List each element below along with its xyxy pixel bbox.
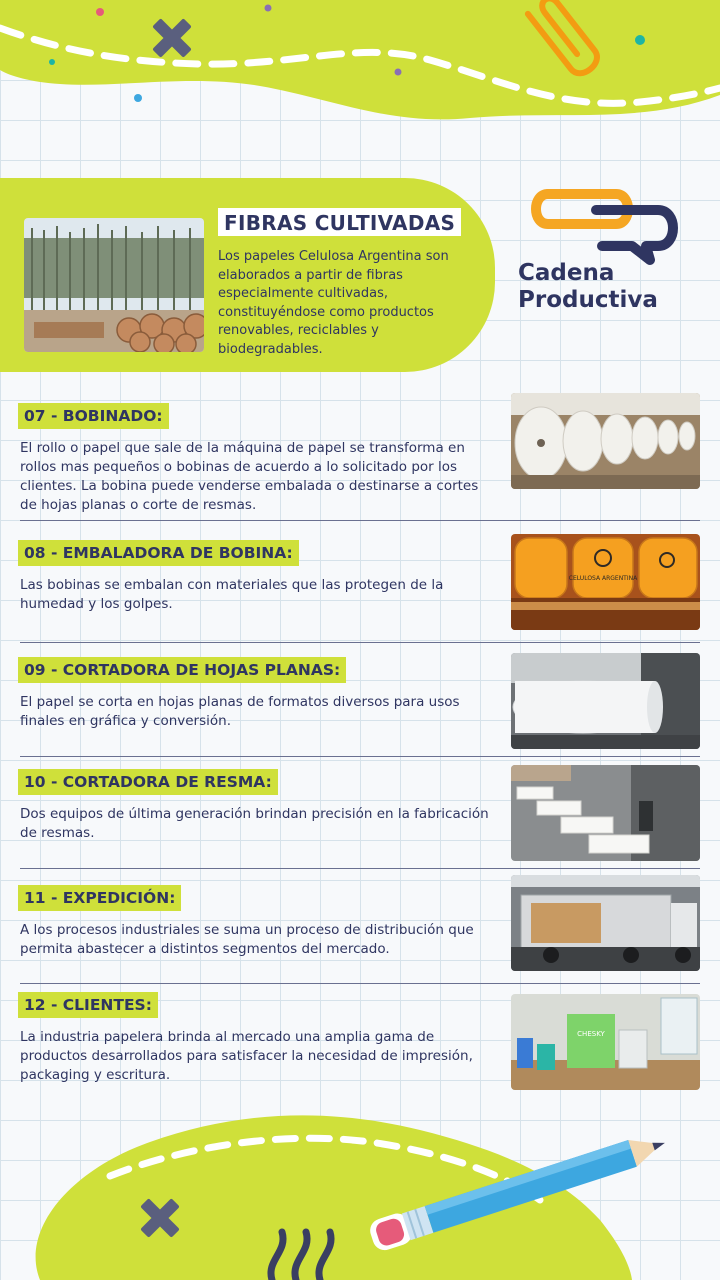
dot-icon	[395, 69, 402, 76]
sheet-cutter-photo	[511, 653, 700, 749]
intro-text: Los papeles Celulosa Argentina son elaborados a partir de fibras especialmente cultivadas, constituyéndose como productos renovables, reciclables y biodegradables.	[218, 249, 449, 357]
step-text: El rollo o papel que sale de la máquina de papel se transforma en rollos mas pequeños o bobinas de acuerdo a lo solicitado por los clientes. La bobina puede venderse embalada o destinarse a cortes de hojas planas o corte de resmas.	[20, 440, 479, 513]
divider	[20, 642, 700, 643]
divider	[20, 983, 700, 984]
paper-rolls-photo	[511, 393, 700, 489]
intro-title: FIBRAS CULTIVADAS	[218, 208, 461, 236]
product-brand-label: CHESKY	[577, 1030, 605, 1038]
step-text: La industria papelera brinda al mercado una amplia gama de productos desarrollados para satisfacer la necesidad de impresión, packaging y escritura.	[20, 1029, 473, 1083]
dot-icon	[265, 5, 272, 12]
cadena-productiva-logo	[518, 180, 688, 320]
bottom-decoration	[0, 1090, 720, 1280]
step-title: 07 - BOBINADO:	[18, 403, 169, 429]
divider	[20, 520, 700, 521]
step-title: 11 - EXPEDICIÓN:	[18, 885, 181, 911]
ream-cutter-photo	[511, 765, 700, 861]
speech-bubble-icon	[518, 180, 688, 270]
dot-icon	[49, 59, 55, 65]
divider	[20, 756, 700, 757]
step-text: A los procesos industriales se suma un proceso de distribución que permita abastecer a distintos segmentos del mercado.	[20, 922, 474, 957]
step-title: 09 - CORTADORA DE HOJAS PLANAS:	[18, 657, 346, 683]
step-title: 08 - EMBALADORA DE BOBINA:	[18, 540, 299, 566]
dot-icon	[635, 35, 645, 45]
logo-line-1: Cadena	[518, 260, 615, 286]
intro-banner	[0, 178, 495, 372]
wrapped-bobbins-photo	[511, 534, 700, 630]
divider	[20, 868, 700, 869]
step-text: Dos equipos de última generación brindan precisión en la fabricación de resmas.	[20, 806, 489, 841]
dot-icon	[134, 94, 142, 102]
step-text: Las bobinas se embalan con materiales que las protegen de la humedad y los golpes.	[20, 577, 444, 612]
top-decoration	[0, 0, 720, 150]
truck-photo	[511, 875, 700, 971]
step-text: El papel se corta en hojas planas de formatos diversos para usos finales en gráfica y conversión.	[20, 694, 460, 729]
step-title: 10 - CORTADORA DE RESMA:	[18, 769, 278, 795]
forest-photo	[24, 218, 204, 352]
step-title: 12 - CLIENTES:	[18, 992, 158, 1018]
products-photo	[511, 994, 700, 1090]
dot-icon	[96, 8, 104, 16]
bobina-brand-label: CELULOSA ARGENTINA	[568, 575, 638, 582]
logo-line-2: Productiva	[518, 287, 658, 313]
